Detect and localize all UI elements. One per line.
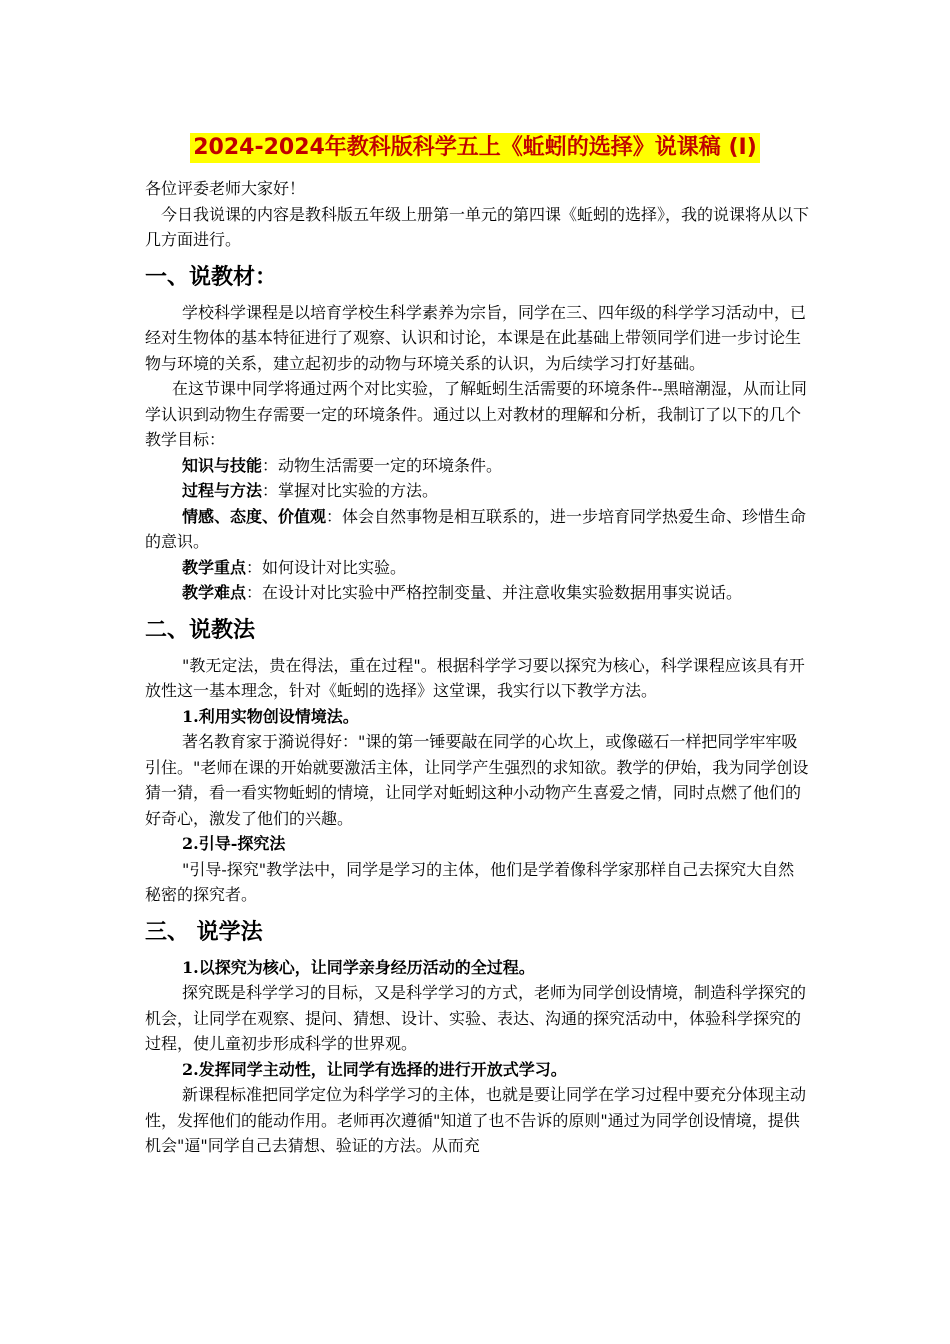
goal-process	[145, 478, 810, 504]
goal-attitude	[145, 504, 810, 555]
method-2-text: "引导-探究"教学法中，同学是学习的主体，他们是学着像科学家那样自己去探究大自然秘密的探究者。	[145, 859, 795, 904]
goal-text: ：掌握对比实验的方法。	[262, 481, 439, 500]
goal-label: 过程与方法	[182, 481, 263, 500]
learning-2-title: 2.发挥同学主动性，让同学有选择的进行开放式学习。	[182, 1059, 567, 1079]
learning-2-text: 新课程标准把同学定位为科学学习的主体，也就是要让同学在学习过程中要充分体现主动性，发挥他们的能动作用。老师再次遵循"知道了也不告诉的原则"通过为同学创设情境，提供机会"逼"同学自己去猜想、验证的方法。从而充	[145, 1085, 807, 1155]
learning-1-title: 1.以探究为核心，让同学亲身经历活动的全过程。	[182, 957, 535, 977]
goal-label: 知识与技能	[182, 455, 263, 475]
section-heading-textbook: 一、说教材：	[145, 264, 278, 290]
teaching-method-paragraph: "教无定法，贵在得法，重在过程"。根据科学学习要以探究为核心，科学课程应该具有开放性这一基本理念，针对《蚯蚓的选择》这堂课，我实行以下教学方法。	[145, 655, 805, 700]
document-title: 2024-2024年教科版科学五上《蚯蚓的选择》说课稿 (I)	[190, 133, 760, 163]
learning-1-text: 探究既是科学学习的目标，又是科学学习的方式，老师为同学创设情境，制造科学探究的机会，让同学在观察、提问、猜想、设计、实验、表达、沟通的探究活动中，体验科学探究的过程，使儿童初步形成科学的世界观。	[145, 983, 807, 1053]
method-1-text: 著名教育家于漪说得好："课的第一锤要敲在同学的心坎上，或像磁石一样把同学牢牢吸引住。"老师在课的开始就要激活主体，让同学产生强烈的求知欲。教学的伊始，我为同学创设猜一猜，看一看实物蚯蚓的情境，让同学对蚯蚓这种小动物产生喜爱之情，同时点燃了他们的好奇心，激发了他们的兴趣。	[145, 732, 809, 828]
goal-text: ：在设计对比实验中严格控制变量、并注意收集实验数据用事实说话。	[246, 583, 743, 602]
goal-text: ：体会自然事物是相互联系的，进一步培育同学热爱生命、珍惜生命的意识。	[145, 506, 807, 551]
section-heading-learning-method: 三、 说学法	[145, 919, 263, 945]
goal-label: 教学难点	[182, 583, 247, 602]
teaching-difficulty	[145, 580, 810, 606]
method-2-title: 2.引导-探究法	[182, 834, 286, 853]
greeting: 各位评委老师大家好！	[145, 179, 306, 198]
textbook-paragraph-2: 在这节课中同学将通过两个对比实验，了解蚯蚓生活需要的环境条件--黑暗潮湿，从而让同学认识到动物生存需要一定的环境条件。通过以上对教材的理解和分析，我制订了以下的几个教学目标：	[145, 379, 807, 449]
goal-label: 情感、态度、价值观	[182, 506, 327, 526]
title-container	[0, 133, 950, 163]
goal-text: ：动物生活需要一定的环境条件。	[262, 455, 503, 475]
teaching-focus	[145, 555, 810, 581]
intro-paragraph: 今日我说课的内容是教科版五年级上册第一单元的第四课《蚯蚓的选择》，我的说课将从以下几方面进行。	[145, 204, 810, 249]
goal-label: 教学重点	[182, 557, 247, 577]
goal-knowledge	[145, 453, 810, 479]
method-1-title: 1.利用实物创设情境法。	[182, 706, 359, 726]
document-body	[145, 176, 810, 1159]
textbook-paragraph-1: 学校科学课程是以培育学校生科学素养为宗旨，同学在三、四年级的科学学习活动中，已经对生物体的基本特征进行了观察、认识和讨论，本课是在此基础上带领同学们进一步讨论生物与环境的关系，建立起初步的动物与环境关系的认识，为后续学习打好基础。	[145, 302, 807, 373]
section-heading-teaching-method: 二、说教法	[145, 617, 256, 643]
goal-text: ：如何设计对比实验。	[246, 557, 407, 577]
